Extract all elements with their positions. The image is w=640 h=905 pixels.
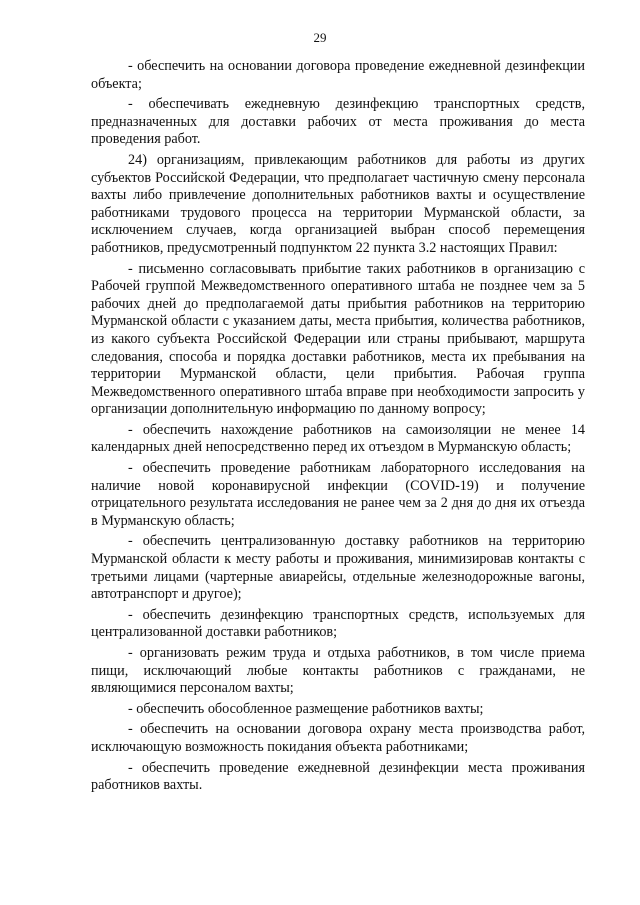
paragraph-site-security: - обеспечить на основании договора охрану места производства работ, исключающую возможность покидания объекта работниками; (91, 721, 585, 755)
paragraph-vehicle-disinfection: - обеспечить дезинфекцию транспортных средств, используемых для централизованной доставки работников; (91, 606, 585, 641)
paragraph-separate-accommodation: - обеспечить обособленное размещение работников вахты; (128, 700, 484, 717)
document-body (91, 58, 585, 798)
paragraph-self-isolation: - обеспечить нахождение работников на самоизоляции не менее 14 календарных дней непосредственно перед их отъездом в Мурманскую область; (91, 421, 585, 456)
page-number: 29 (313, 30, 327, 45)
paragraph-work-rest-regime: - организовать режим труда и отдыха работников, в том числе приема пищи, исключающий любые контакты работников с гражданами, не являющимися персоналом вахты; (91, 645, 585, 697)
paragraph-disinfection-transport: - обеспечивать ежедневную дезинфекцию транспортных средств, предназначенных для доставки рабочих от места проживания до места проведения работ. (91, 96, 585, 148)
paragraph-covid-testing: - обеспечить проведение работникам лабораторного исследования на наличие новой коронавирусной инфекции (COVID-19) и получение отрицательного результата исследования не ранее чем за 2 дня до дня их отъезда в Мурманскую область; (91, 460, 585, 529)
paragraph-arrival-approval: - письменно согласовывать прибытие таких работников в организацию с Рабочей группой Межведомственного оперативного штаба не позднее чем за 5 рабочих дней до предполагаемой даты прибытия работников на территорию Мурманской области с указанием даты, места прибытия, количества работников, из какого субъекта Российской Федерации или страны прибывают, маршрута следования, способа и порядка доставки работников, места их пребывания на территории Мурманской области, цели прибытия. Рабочая группа Межведомственного оперативного штаба вправе при необходимости запросить у организации дополнительную информацию по данному вопросу; (91, 260, 585, 418)
paragraph-disinfection-object: - обеспечить на основании договора проведение ежедневной дезинфекции объекта; (91, 58, 585, 92)
paragraph-daily-disinfection-housing: - обеспечить проведение ежедневной дезинфекции места проживания работников вахты. (91, 759, 585, 794)
paragraph-item-24: 24) организациям, привлекающим работников для работы из других субъектов Российской Федерации, что предполагает частичную смену персонала вахты либо привлечение дополнительных работников вахты и осуществление работниками трудового процесса на территории Мурманской области, за исключением случаев, когда организацией выбран способ перемещения работников, предусмотренный подпунктом 22 пункта 3.2 настоящих Правил: (91, 151, 585, 256)
paragraph-centralized-delivery: - обеспечить централизованную доставку работников на территорию Мурманской области к месту работы и проживания, минимизировав контакты с третьими лицами (чартерные авиарейсы, отдельные железнодорожные вагоны, автотранспорт и другое); (91, 533, 585, 603)
